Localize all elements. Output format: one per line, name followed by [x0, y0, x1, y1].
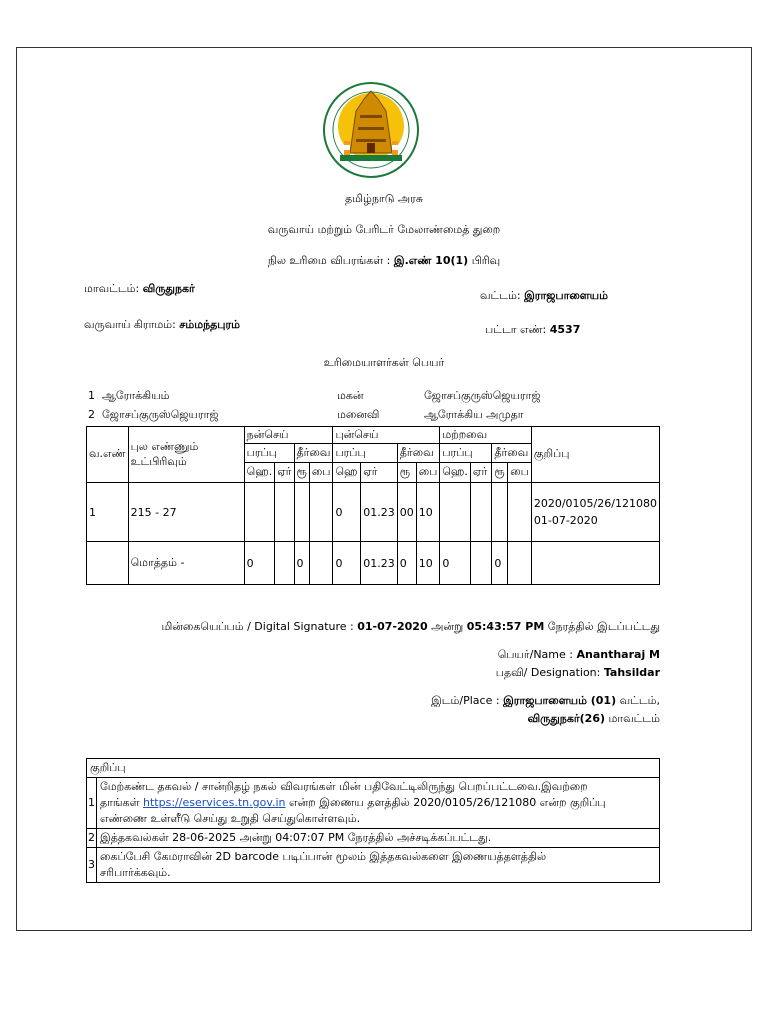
revenue-village-field: வருவாய் கிராமம்: சம்மந்தபுரம் [84, 318, 241, 331]
document-title: நில உரிமை விபரங்கள் : இ.எண் 10(1) பிரிவு [267, 254, 501, 267]
note-2 [87, 828, 660, 847]
patta-number-field: பட்டா எண்: 4537 [485, 323, 581, 336]
cell-wet-rs [294, 483, 309, 542]
cell-total-dry-are: 01.23 [361, 542, 398, 585]
cell-total-other-rs: 0 [492, 542, 508, 585]
col-remarks: குறிப்பு [531, 427, 659, 483]
cell-total-wet-rs: 0 [294, 542, 309, 585]
unit-rs: ரூ [397, 463, 416, 483]
owner-2-relative: ஆரோக்கிய அமுதா [424, 408, 524, 421]
department-name: வருவாய் மற்றும் பேரிடர் மேலாண்மைத் துறை [267, 223, 501, 236]
note-text: கைப்பேசி கேமராவின் 2D barcode படிப்பான் மூலம் இத்தகவல்களை இணையத்தளத்தில் சரிபார்க்கவும். [97, 847, 660, 882]
notes-heading: குறிப்பு [87, 759, 660, 778]
col-dry-land: புன்செய் [333, 427, 440, 444]
cell-total-dry-rs: 0 [397, 542, 416, 585]
cell-dry-hect: 0 [333, 483, 361, 542]
owner-1-relative: ஜோசப்குருஸ்ஜெயராஜ் [424, 389, 541, 402]
district-field: மாவட்டம்: விருதுநகர் [84, 282, 195, 295]
cell-total-dry-hect: 0 [333, 542, 361, 585]
digital-signature-line: மின்கையெப்பம் / Digital Signature : 01-07-2020 அன்று 05:43:57 PM நேரத்தில் இடப்பட்டது [161, 620, 660, 633]
note-text: மேற்கண்ட தகவல் / சான்றிதழ் நகல் விவரங்கள் மின் பதிவேட்டிலிருந்து பெறப்பட்டவை.இவற்றை தாங்கள் https://eservices.tn.gov.in என்ற இணைய தளத்தில் 2020/0105/26/121080 என்ற குறிப்பு எண்ணை உள்ளீடு செய்து உறுதி செய்துகொள்ளவும். [97, 777, 660, 828]
col-survey-no: புல எண்ணும் உட்பிரிவும் [128, 427, 244, 483]
col-serial-no: வ.எண் [87, 427, 129, 483]
cell-total-other-hect: 0 [440, 542, 471, 585]
cell-total-label: மொத்தம் - [128, 542, 244, 585]
unit-rs: ரூ [294, 463, 309, 483]
signature-place-taluk: இடம்/Place : இராஜபாளையம் (01) வட்டம், [431, 694, 660, 707]
cell-dry-ps: 10 [416, 483, 440, 542]
cell-other-hect [440, 483, 471, 542]
cell-total-other-are [470, 542, 491, 585]
note-number: 1 [87, 777, 97, 828]
dry-tax-header: தீர்வை [397, 444, 440, 463]
eservices-link[interactable]: https://eservices.tn.gov.in [143, 795, 286, 809]
signer-designation: பதவி/ Designation: Tahsildar [495, 666, 660, 679]
wet-tax-header: தீர்வை [294, 444, 333, 463]
cell-total-wet-ps [309, 542, 333, 585]
cell-survey: 215 - 27 [128, 483, 244, 542]
unit-are: ஏர் [361, 463, 398, 483]
unit-hect: ஹெ [333, 463, 361, 483]
other-area-header: பரப்பு [440, 444, 492, 463]
taluk-field: வட்டம்: இராஜபாளையம் [480, 289, 608, 302]
cell-wet-are [275, 483, 294, 542]
cell-remarks: 2020/0105/26/121080 01-07-2020 [531, 483, 659, 542]
note-text: இத்தகவல்கள் 28-06-2025 அன்று 04:07:07 PM நேரத்தில் அச்சடிக்கப்பட்டது. [97, 828, 660, 847]
signature-place-district: விருதுநகர்(26) மாவட்டம் [527, 712, 660, 725]
note-1 [87, 777, 660, 828]
notes-table [86, 758, 660, 883]
owner-2-relation: மனைவி [337, 408, 380, 421]
signer-name: பெயர்/Name : Anantharaj M [497, 648, 660, 661]
cell-total-other-ps [508, 542, 532, 585]
total-row [87, 542, 660, 585]
unit-are: ஏர் [275, 463, 294, 483]
unit-ps: பை [309, 463, 333, 483]
cell-other-ps [508, 483, 532, 542]
unit-hect: ஹெ. [244, 463, 275, 483]
unit-hect: ஹெ. [440, 463, 471, 483]
owner-1-relation: மகன் [337, 389, 364, 402]
cell-wet-ps [309, 483, 333, 542]
note-number: 2 [87, 828, 97, 847]
cell-total-serial [87, 542, 129, 585]
owner-row-1: 1 ஆரோக்கியம் [88, 389, 170, 402]
cell-dry-are: 01.23 [361, 483, 398, 542]
col-other-land: மற்றவை [440, 427, 532, 444]
cell-total-remarks [531, 542, 659, 585]
cell-total-wet-hect: 0 [244, 542, 275, 585]
cell-dry-rs: 00 [397, 483, 416, 542]
unit-ps: பை [416, 463, 440, 483]
dry-area-header: பரப்பு [333, 444, 397, 463]
cell-serial: 1 [87, 483, 129, 542]
col-wet-land: நன்செய் [244, 427, 333, 444]
cell-total-dry-ps: 10 [416, 542, 440, 585]
owners-heading: உரிமையாளர்கள் பெயர் [323, 356, 445, 369]
unit-are: ஏர் [470, 463, 491, 483]
cell-wet-hect [244, 483, 275, 542]
cell-other-are [470, 483, 491, 542]
owner-row-2: 2 ஜோசப்குருஸ்ஜெயராஜ் [88, 408, 219, 421]
land-details-table [86, 426, 660, 585]
tamil-nadu-emblem [320, 81, 422, 179]
note-number: 3 [87, 847, 97, 882]
unit-ps: பை [508, 463, 532, 483]
cell-other-rs [492, 483, 508, 542]
other-tax-header: தீர்வை [492, 444, 531, 463]
unit-rs: ரூ [492, 463, 508, 483]
table-row [87, 483, 660, 542]
wet-area-header: பரப்பு [244, 444, 294, 463]
govt-name: தமிழ்நாடு அரசு [344, 192, 424, 205]
cell-total-wet-are [275, 542, 294, 585]
note-3 [87, 847, 660, 882]
